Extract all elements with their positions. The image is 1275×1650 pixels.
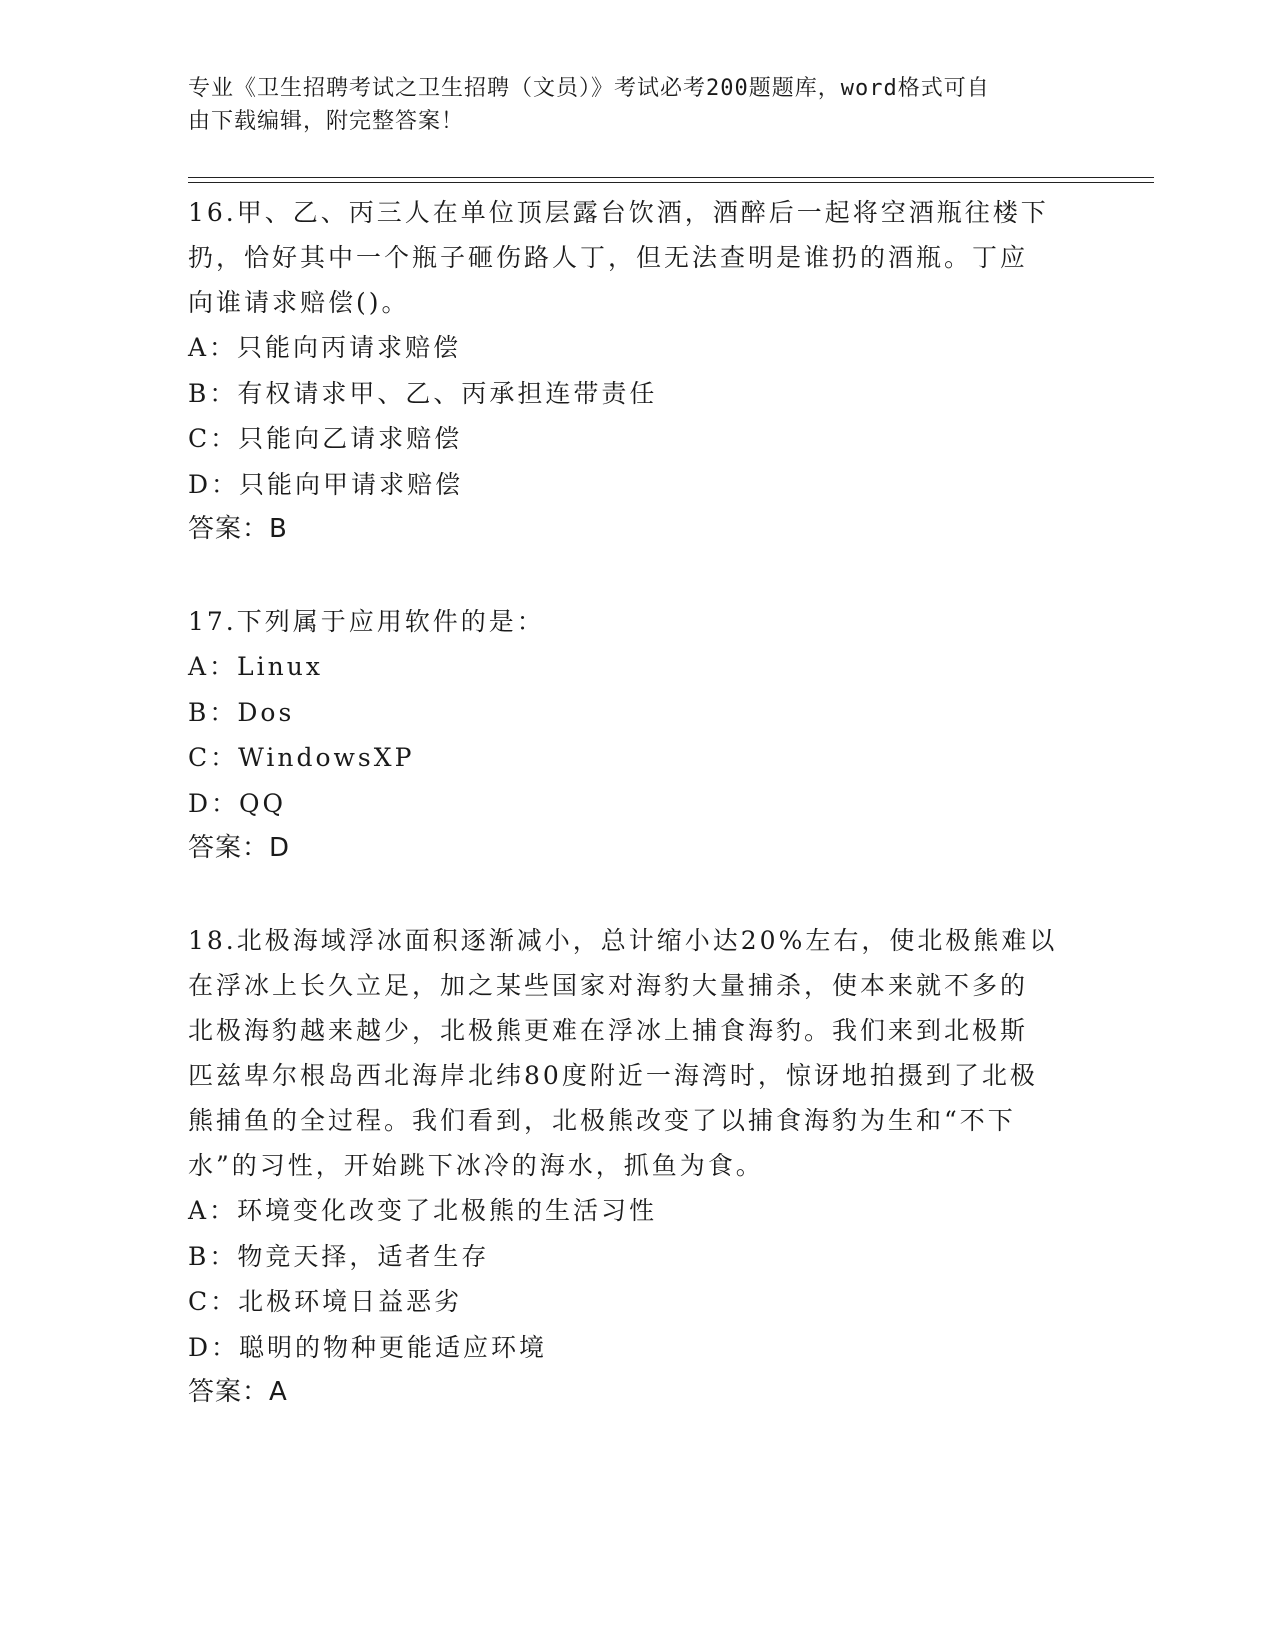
question-spacer	[188, 871, 1088, 918]
option-b: B：Dos	[188, 697, 295, 727]
option-a: A：只能向丙请求赔偿	[188, 333, 462, 362]
question-stem-line: 水”的习性，开始跳下冰冷的海水，抓鱼为食。	[188, 1151, 764, 1180]
question-stem-line: 匹兹卑尔根岛西北海岸北纬80度附近一海湾时，惊讶地拍摄到了北极	[188, 1061, 1038, 1090]
question-stem-line: 熊捕鱼的全过程。我们看到，北极熊改变了以捕食海豹为生和“不下	[188, 1106, 1016, 1135]
header-line-2: 由下载编辑，附完整答案！	[188, 109, 465, 134]
option-d: D：聪明的物种更能适应环境	[188, 1332, 548, 1362]
option-b: B：物竞天择，适者生存	[188, 1241, 490, 1271]
option-a: A：Linux	[188, 652, 323, 681]
answer-line: 答案：A	[188, 1377, 288, 1407]
header-divider-bottom	[188, 182, 1154, 183]
header-divider-top	[188, 177, 1154, 178]
option-d: D：只能向甲请求赔偿	[188, 469, 464, 499]
option-c: C：WindowsXP	[188, 743, 415, 772]
answer-line: 答案：D	[188, 833, 291, 863]
question-stem-line: 北极海豹越来越少，北极熊更难在浮冰上捕食海豹。我们来到北极斯	[188, 1016, 1029, 1045]
question-17	[188, 599, 1088, 871]
question-stem-line: 向谁请求赔偿()。	[188, 288, 410, 317]
question-list	[188, 190, 1088, 1415]
option-b: B：有权请求甲、乙、丙承担连带责任	[188, 378, 658, 408]
question-stem-line: 扔，恰好其中一个瓶子砸伤路人丁，但无法查明是谁扔的酒瓶。丁应	[188, 243, 1029, 272]
option-a: A：环境变化改变了北极熊的生活习性	[188, 1196, 658, 1225]
question-16	[188, 190, 1088, 552]
option-c: C：北极环境日益恶劣	[188, 1287, 463, 1316]
question-stem-line: 18.北极海域浮冰面积逐渐减小，总计缩小达20%左右，使北极熊难以	[188, 926, 1058, 955]
document-header	[188, 72, 1068, 138]
question-stem-line: 16.甲、乙、丙三人在单位顶层露台饮酒，酒醉后一起将空酒瓶往楼下	[188, 198, 1049, 227]
option-c: C：只能向乙请求赔偿	[188, 424, 463, 453]
question-spacer	[188, 552, 1088, 599]
question-stem-line: 在浮冰上长久立足，加之某些国家对海豹大量捕杀，使本来就不多的	[188, 971, 1029, 1000]
question-18	[188, 918, 1088, 1415]
option-d: D：QQ	[188, 788, 287, 818]
question-stem-line: 17.下列属于应用软件的是：	[188, 607, 545, 636]
answer-line: 答案：B	[188, 514, 288, 544]
header-line-1: 专业《卫生招聘考试之卫生招聘（文员）》考试必考200题题库，word格式可自	[188, 76, 990, 101]
